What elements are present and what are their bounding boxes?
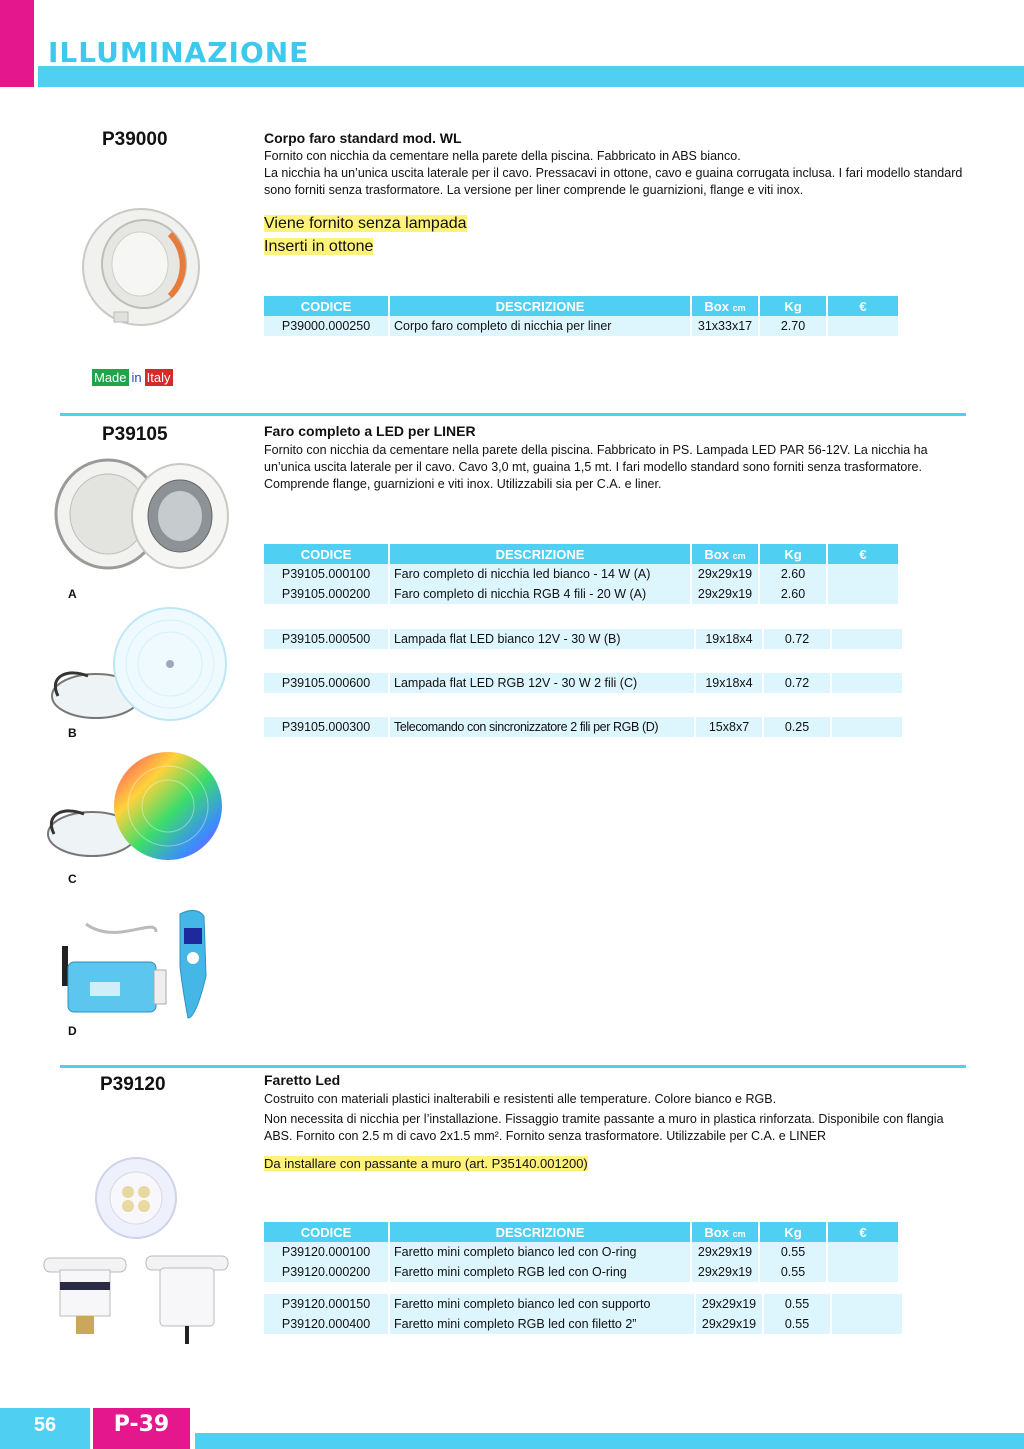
col-codice: CODICE [264, 1222, 388, 1242]
cell-desc: Faro completo di nicchia RGB 4 fili - 20 W (A) [390, 584, 690, 604]
product-desc-p39000: Fornito con nicchia da cementare nella parete della piscina. Fabbricato in ABS bianco. La nicchia ha un’unica uscita laterale per il cavo. Pressacavi in ottone, cavo e guaina corrugata inclusa. I fari modello standard sono forniti senza trasformatore. La versione per liner comprende le guarnizioni, flange e viti inox. [264, 149, 963, 197]
cell-box: 31x33x17 [692, 316, 758, 336]
remote-sync-image [56, 906, 226, 1020]
note-brass-inserts: Inserti in ottone [264, 238, 374, 255]
page-number: 56 [33, 1414, 57, 1436]
table-header [264, 544, 898, 564]
table-row [264, 564, 898, 584]
cell-code: P39120.000400 [264, 1314, 388, 1334]
cell-kg: 0.72 [764, 673, 830, 693]
table-p39105-b [262, 629, 904, 649]
footer-bar [195, 1433, 1024, 1449]
table-row [264, 584, 898, 604]
col-descrizione: DESCRIZIONE [390, 296, 690, 316]
col-codice: CODICE [264, 544, 388, 564]
note-wall-passage: Da installare con passante a muro (art. P35140.001200) [264, 1156, 588, 1171]
table-header [264, 296, 898, 316]
table-p39105 [262, 544, 900, 604]
cell-price [828, 316, 898, 336]
product-desc-p39120-1: Costruito con materiali plastici inalterabili e resistenti alle temperature. Colore bianco e RGB. [264, 1092, 777, 1106]
col-box: Box cm [692, 544, 758, 564]
note-no-lamp: Viene fornito senza lampada [264, 215, 467, 232]
product-title-p39000: Corpo faro standard mod. WL [264, 130, 462, 146]
col-box: Box cm [692, 1222, 758, 1242]
table-p39120 [262, 1222, 900, 1282]
table-p39105-c [262, 673, 904, 693]
cell-box: 29x29x19 [696, 1294, 762, 1314]
table-p39120-b [262, 1294, 904, 1334]
cell-box: 19x18x4 [696, 673, 762, 693]
cell-price [828, 1242, 898, 1262]
col-codice: CODICE [264, 296, 388, 316]
flat-led-white-image [48, 606, 230, 726]
product-desc-p39105: Fornito con nicchia da cementare nella parete della piscina. Fabbricato in PS. Lampada LED PAR 56-12V. La nicchia ha un’unica uscita laterale per il cavo. Cavo 3,0 mt, guaina 1,5 mt. I fari modello standard sono forniti senza trasformatore. Comprende flange, guarnizioni e viti inox. Utilizzabili sia per C.A. e liner. [264, 443, 928, 491]
flat-led-rgb-image [44, 750, 226, 870]
cell-code: P39105.000500 [264, 629, 388, 649]
section-code: P-39 [113, 1412, 170, 1437]
cell-code: P39120.000100 [264, 1242, 388, 1262]
cell-code: P39105.000300 [264, 717, 388, 737]
cell-desc: Faro completo di nicchia led bianco - 14 W (A) [390, 564, 690, 584]
image-label-d: D [68, 1024, 77, 1038]
table-row [264, 1294, 902, 1314]
cell-code: P39000.000250 [264, 316, 388, 336]
cell-box: 19x18x4 [696, 629, 762, 649]
page-title: ILLUMINAZIONE [48, 36, 310, 69]
table-row [264, 1262, 898, 1282]
col-kg: Kg [760, 296, 826, 316]
cell-desc: Faretto mini completo RGB led con filetto 2” [390, 1314, 694, 1334]
table-header [264, 1222, 898, 1242]
section-divider [60, 413, 966, 416]
product-desc-p39120-2: Non necessita di nicchia per l’installazione. Fissaggio tramite passante a muro in plastica rinforzata. Disponibile con flangia ABS. Fornito con 2.5 m di cavo 2x1.5 mm². Fornito senza trasformatore. Utilizzabile per C.A. e LINER [264, 1112, 944, 1143]
cell-code: P39120.000200 [264, 1262, 388, 1282]
col-price: € [828, 1222, 898, 1242]
cell-price [828, 584, 898, 604]
col-kg: Kg [760, 544, 826, 564]
cell-kg: 0.72 [764, 629, 830, 649]
cell-code: P39105.000200 [264, 584, 388, 604]
led-lamp-with-niche-image [52, 458, 230, 574]
table-row [264, 629, 902, 649]
product-title-p39120: Faretto Led [264, 1072, 341, 1088]
cell-desc: Lampada flat LED RGB 12V - 30 W 2 fili (C) [390, 673, 694, 693]
cell-kg: 0.55 [760, 1242, 826, 1262]
cell-kg: 2.70 [760, 316, 826, 336]
cell-price [828, 1262, 898, 1282]
cell-kg: 2.60 [760, 584, 826, 604]
col-box: Box cm [692, 296, 758, 316]
table-p39000 [262, 296, 900, 336]
table-row [264, 717, 902, 737]
cell-desc: Faretto mini completo bianco led con O-ring [390, 1242, 690, 1262]
made-in-italy-badge: Made in Italy [94, 370, 171, 385]
product-code-p39120: P39120 [100, 1074, 166, 1095]
cell-code: P39120.000150 [264, 1294, 388, 1314]
cell-price [832, 673, 902, 693]
cell-box: 29x29x19 [692, 564, 758, 584]
product-code-p39105: P39105 [102, 424, 168, 445]
col-kg: Kg [760, 1222, 826, 1242]
table-p39105-d [262, 717, 904, 737]
col-price: € [828, 544, 898, 564]
product-code-p39000: P39000 [102, 129, 168, 150]
mini-led-spot-image [40, 1156, 236, 1346]
cell-kg: 0.55 [764, 1314, 830, 1334]
header-bar [38, 66, 1024, 87]
cell-desc: Faretto mini completo bianco led con supporto [390, 1294, 694, 1314]
col-descrizione: DESCRIZIONE [390, 1222, 690, 1242]
image-label-c: C [68, 872, 77, 886]
cell-box: 29x29x19 [692, 1262, 758, 1282]
lamp-body-image [78, 204, 204, 330]
table-row [264, 316, 898, 336]
section-divider [60, 1065, 966, 1068]
cell-desc: Lampada flat LED bianco 12V - 30 W (B) [390, 629, 694, 649]
table-row [264, 673, 902, 693]
product-title-p39105: Faro completo a LED per LINER [264, 423, 476, 439]
cell-kg: 0.55 [760, 1262, 826, 1282]
cell-price [832, 1314, 902, 1334]
cell-kg: 0.55 [764, 1294, 830, 1314]
image-label-a: A [68, 587, 77, 601]
cell-code: P39105.000100 [264, 564, 388, 584]
cell-box: 15x8x7 [696, 717, 762, 737]
image-label-b: B [68, 726, 77, 740]
cell-price [832, 717, 902, 737]
header-accent [0, 0, 34, 87]
cell-desc: Corpo faro completo di nicchia per liner [390, 316, 690, 336]
cell-price [832, 629, 902, 649]
col-descrizione: DESCRIZIONE [390, 544, 690, 564]
cell-box: 29x29x19 [692, 584, 758, 604]
cell-box: 29x29x19 [692, 1242, 758, 1262]
table-row [264, 1242, 898, 1262]
cell-price [828, 564, 898, 584]
cell-desc: Faretto mini completo RGB led con O-ring [390, 1262, 690, 1282]
cell-price [832, 1294, 902, 1314]
cell-code: P39105.000600 [264, 673, 388, 693]
table-row [264, 1314, 902, 1334]
cell-kg: 2.60 [760, 564, 826, 584]
cell-box: 29x29x19 [696, 1314, 762, 1334]
cell-desc: Telecomando con sincronizzatore 2 fili per RGB (D) [390, 717, 694, 737]
col-price: € [828, 296, 898, 316]
cell-kg: 0.25 [764, 717, 830, 737]
